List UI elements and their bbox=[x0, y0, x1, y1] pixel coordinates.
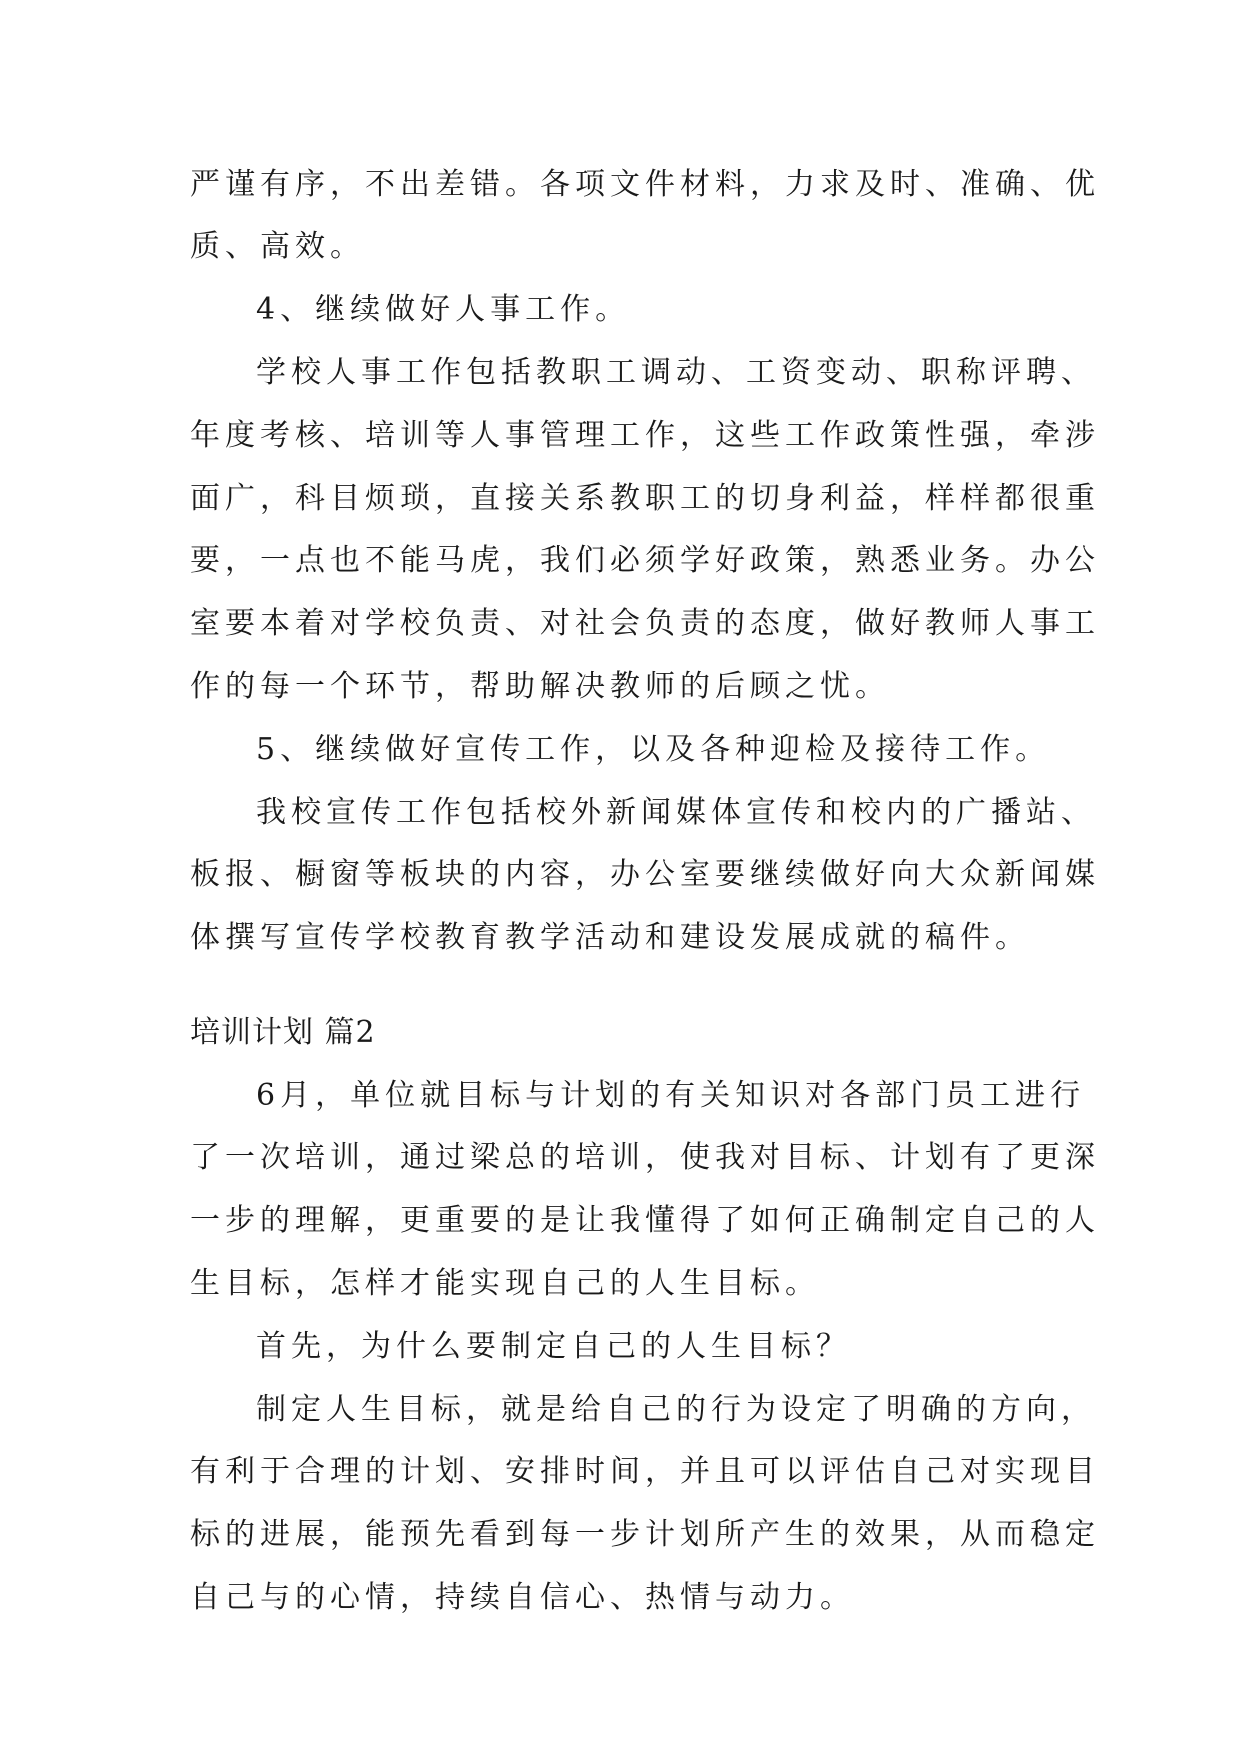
text-line: 室要本着对学校负责、对社会负责的态度，做好教师人事工 bbox=[190, 606, 1100, 641]
text-line: 制定人生目标，就是给自己的行为设定了明确的方向， bbox=[256, 1392, 1096, 1427]
text-line: 要，一点也不能马虎，我们必须学好政策，熟悉业务。办公 bbox=[190, 543, 1100, 578]
text-line: 有利于合理的计划、安排时间，并且可以评估自己对实现目 bbox=[190, 1454, 1100, 1489]
text-line: 面广，科目烦琐，直接关系教职工的切身利益，样样都很重 bbox=[190, 481, 1100, 516]
text-line: 严谨有序，不出差错。各项文件材料，力求及时、准确、优 bbox=[190, 167, 1100, 202]
text-line: 6月，单位就目标与计划的有关知识对各部门员工进行 bbox=[256, 1078, 1086, 1113]
text-line: 板报、橱窗等板块的内容，办公室要继续做好向大众新闻媒 bbox=[190, 857, 1100, 892]
text-line: 作的每一个环节，帮助解决教师的后顾之忧。 bbox=[190, 669, 890, 704]
text-line: 年度考核、培训等人事管理工作，这些工作政策性强，牵涉 bbox=[190, 418, 1100, 453]
text-line: 一步的理解，更重要的是让我懂得了如何正确制定自己的人 bbox=[190, 1203, 1100, 1238]
section-heading: 培训计划 篇2 bbox=[190, 1015, 376, 1050]
text-line: 5、继续做好宣传工作，以及各种迎检及接待工作。 bbox=[256, 732, 1051, 767]
text-line: 了一次培训，通过梁总的培训，使我对目标、计划有了更深 bbox=[190, 1140, 1100, 1175]
text-line: 生目标，怎样才能实现自己的人生目标。 bbox=[190, 1266, 820, 1301]
text-line: 质、高效。 bbox=[190, 229, 365, 264]
text-line: 我校宣传工作包括校外新闻媒体宣传和校内的广播站、 bbox=[256, 795, 1096, 830]
text-line: 首先，为什么要制定自己的人生目标？ bbox=[256, 1329, 851, 1364]
text-line: 体撰写宣传学校教育教学活动和建设发展成就的稿件。 bbox=[190, 920, 1030, 955]
text-line: 自己与的心情，持续自信心、热情与动力。 bbox=[190, 1580, 855, 1615]
text-line: 学校人事工作包括教职工调动、工资变动、职称评聘、 bbox=[256, 355, 1096, 390]
text-line: 4、继续做好人事工作。 bbox=[256, 292, 631, 327]
text-line: 标的进展，能预先看到每一步计划所产生的效果，从而稳定 bbox=[190, 1517, 1100, 1552]
